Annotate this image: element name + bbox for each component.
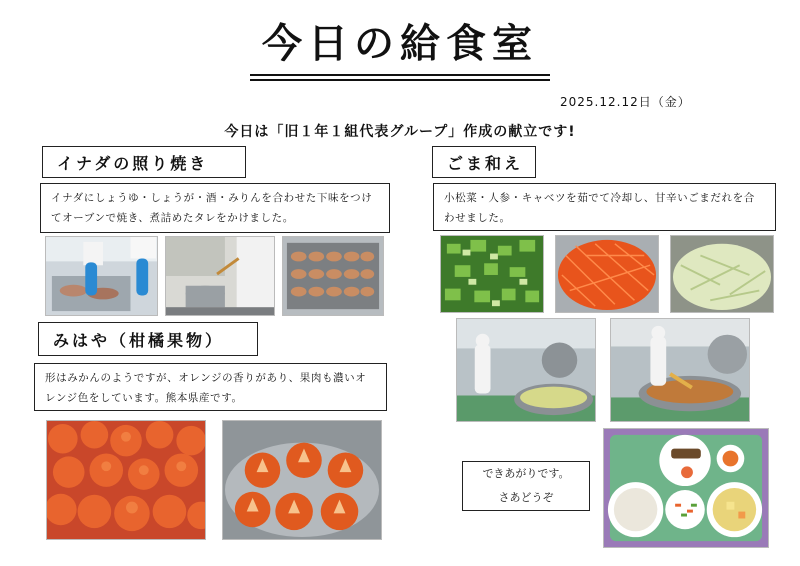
closing-line-1: できあがりです。 bbox=[482, 467, 570, 480]
title-underline-second bbox=[250, 79, 550, 81]
date-label: 2025.12.12日（金） bbox=[560, 95, 691, 109]
closing-line-2: さあどうぞ bbox=[498, 491, 554, 504]
closing-message bbox=[462, 461, 590, 511]
gomaae-heading: ごま和え bbox=[432, 146, 536, 178]
inada-photo-marinating bbox=[45, 236, 158, 316]
inada-description: イナダにしょうゆ・しょうが・酒・みりんを合わせた下味をつけてオーブンで焼き、煮詰めたタレをかけました。 bbox=[40, 183, 390, 233]
inada-photo-baked-fish bbox=[282, 236, 384, 316]
finished-meal-photo bbox=[603, 428, 769, 548]
gomaae-photo-cabbage bbox=[670, 235, 774, 313]
title-underline bbox=[250, 74, 550, 76]
gomaae-photo-komatsuna bbox=[440, 235, 544, 313]
mihaya-heading: みはや（柑橘果物） bbox=[38, 322, 258, 356]
mihaya-photo-whole bbox=[46, 420, 206, 540]
gomaae-description: 小松菜・人参・キャベツを茹でて冷却し、甘辛いごまだれを合わせました。 bbox=[433, 183, 776, 231]
gomaae-photo-carrot bbox=[555, 235, 659, 313]
mihaya-photo-cut bbox=[222, 420, 382, 540]
gomaae-photo-mixing-sauce bbox=[610, 318, 750, 422]
inada-heading: イナダの照り焼き bbox=[42, 146, 246, 178]
page-title: 今日の給食室 bbox=[262, 21, 538, 67]
inada-photo-sauce bbox=[165, 236, 275, 316]
subtitle: 今日は「旧１年１組代表グループ」作成の献立です! bbox=[224, 124, 576, 140]
mihaya-description: 形はみかんのようですが、オレンジの香りがあり、果肉も濃いオレンジ色をしています。熊本県産です。 bbox=[34, 363, 387, 411]
gomaae-photo-mixing-cabbage bbox=[456, 318, 596, 422]
